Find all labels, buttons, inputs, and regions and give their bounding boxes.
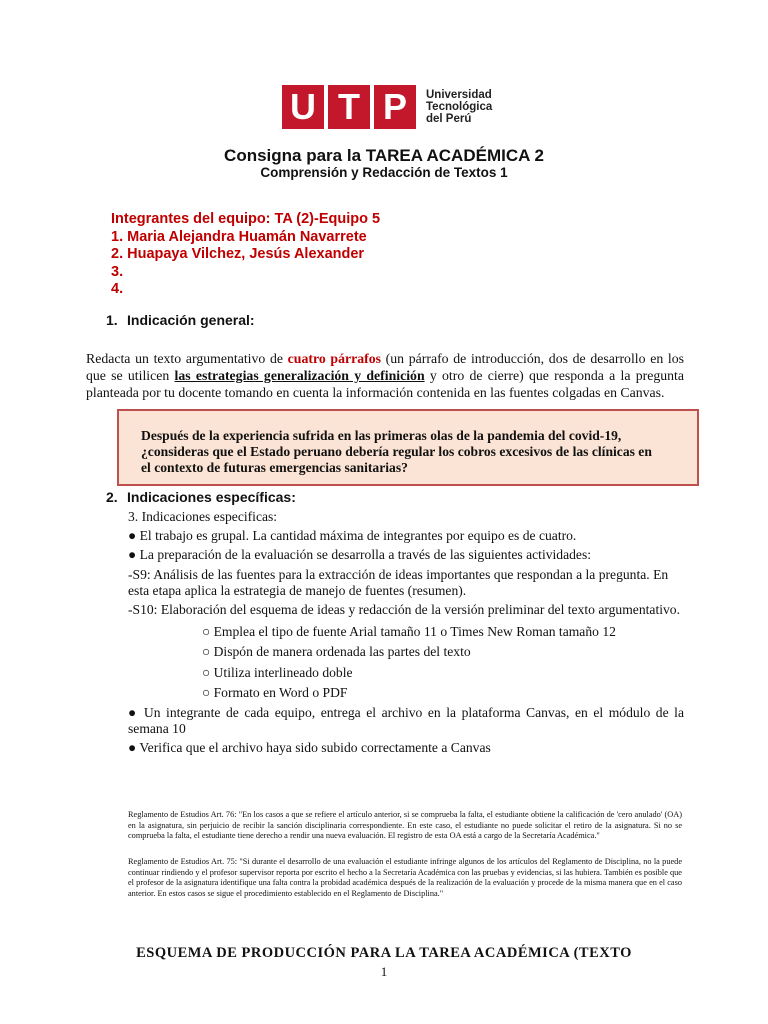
sub-bullet-item: ○ Dispón de manera ordenada las partes del texto: [202, 644, 471, 660]
question-box: [117, 409, 699, 486]
team-member: 1. Maria Alejandra Huamán Navarrete: [111, 228, 367, 245]
intro-text: (un párrafo de introducción, dos de desarrollo en los que se utilicen: [86, 351, 684, 383]
university-name: [426, 89, 492, 125]
footnote-art75: Reglamento de Estudios Art. 75: "Si durante el desarrollo de una evaluación el estudiante infringe algunos de los artículos del Reglamento de Disciplina, no la puede continuar rindiendo y el profesor supervisor reporta por escrito el hecho a la Secretaría Académica con las pruebas y evidencias, si las hubiera. También es posible que el profesor de la asignatura identifique una falta contra la probidad académica después de la realización de la evaluación y procede de la misma manera que en el caso anterior. En estos casos se sigue el procedimiento establecido en el Reglamento de Disciplina.": [128, 857, 682, 898]
utp-logo: [282, 84, 492, 129]
team-member: 2. Huapaya Vilchez, Jesús Alexander: [111, 246, 365, 262]
sub-bullet-item: ○ Utiliza interlineado doble: [202, 664, 353, 680]
university-name-line: Universidad: [426, 88, 492, 101]
specifics-heading: 3. Indicaciones especificas:: [128, 509, 278, 524]
sub-bullet-item: ○ Formato en Word o PDF: [202, 684, 348, 700]
logo-letter-p: P: [374, 85, 416, 129]
question-line: el contexto de futuras emergencias sanitarias?: [141, 460, 408, 475]
general-instructions: [86, 350, 684, 401]
bullet-item: ● Un integrante de cada equipo, entrega el archivo en la plataforma Canvas, en el módulo de la semana 10: [128, 705, 684, 737]
specific-instructions: [128, 509, 684, 760]
page-number: 1: [380, 964, 388, 979]
activity-s9: -S9: Análisis de las fuentes para la extracción de ideas importantes que respondan a la pregunta. En esta etapa aplica la estrategia de manejo de fuentes (resumen).: [128, 566, 669, 598]
question-line: ¿consideras que el Estado peruano debería regular los cobros excesivos de las clínicas en: [141, 444, 652, 459]
logo-letter-t: T: [328, 85, 370, 129]
logo-letter-u: U: [282, 85, 324, 129]
activity-s10: -S10: Elaboración del esquema de ideas y redacción de la versión preliminar del texto argumentativo.: [128, 602, 680, 618]
university-name-line: Tecnológica: [426, 100, 493, 113]
section-number: 2.: [106, 489, 118, 505]
intro-highlight-paragraphs: cuatro párrafos: [287, 351, 381, 366]
section-title: Indicaciones específicas:: [127, 489, 296, 505]
team-member: 4.: [111, 281, 124, 297]
bullet-item: ● Verifica que el archivo haya sido subido correctamente a Canvas: [128, 740, 491, 756]
document-title: Consigna para la TAREA ACADÉMICA 2: [224, 146, 544, 165]
section-specific-heading: [106, 489, 296, 505]
team-member: 3.: [111, 263, 124, 280]
question-line: Después de la experiencia sufrida en las primeras olas de la pandemia del covid-19,: [141, 428, 622, 443]
production-scheme-title: ESQUEMA DE PRODUCCIÓN PARA LA TAREA ACADÉMICA (TEXTO: [136, 945, 632, 961]
section-general-heading: [106, 312, 255, 328]
footnote-art76: Reglamento de Estudios Art. 76: "En los casos a que se refiere el artículo anterior, si se comprueba la falta, el estudiante obtiene la calificación de 'cero anulado' (OA) en la asignatura, sin perjuicio de recibir la sanción disciplinaria correspondiente. En este caso, el estudiante no puede solicitar el retiro de la asignatura. Si no se comprueba la falta, el estudiante tiene derecho a rendir una nueva evaluación. El registro de esta OA está a cargo de la Secretaría Académica.": [128, 810, 682, 841]
team-heading: Integrantes del equipo: TA (2)-Equipo 5: [111, 211, 381, 227]
intro-highlight-strategies: las estrategias generalización y definición: [174, 368, 425, 383]
university-name-line: del Perú: [426, 112, 472, 125]
intro-text: Redacta un texto argumentativo de: [86, 351, 288, 366]
team-members: [111, 211, 380, 299]
bullet-item: ● El trabajo es grupal. La cantidad máxima de integrantes por equipo es de cuatro.: [128, 528, 577, 544]
section-title: Indicación general:: [127, 312, 255, 328]
section-number: 1.: [106, 312, 118, 328]
document-subtitle: Comprensión y Redacción de Textos 1: [260, 165, 508, 180]
sub-bullet-item: ○ Emplea el tipo de fuente Arial tamaño 11 o Times New Roman tamaño 12: [202, 624, 616, 640]
bullet-item: ● La preparación de la evaluación se desarrolla a través de las siguientes actividades:: [128, 547, 592, 563]
intro-text: y otro de cierre) que responda a la pregunta planteada por tu docente tomando en cuenta la información contenida en las fuentes colgadas en Canvas.: [86, 368, 684, 400]
